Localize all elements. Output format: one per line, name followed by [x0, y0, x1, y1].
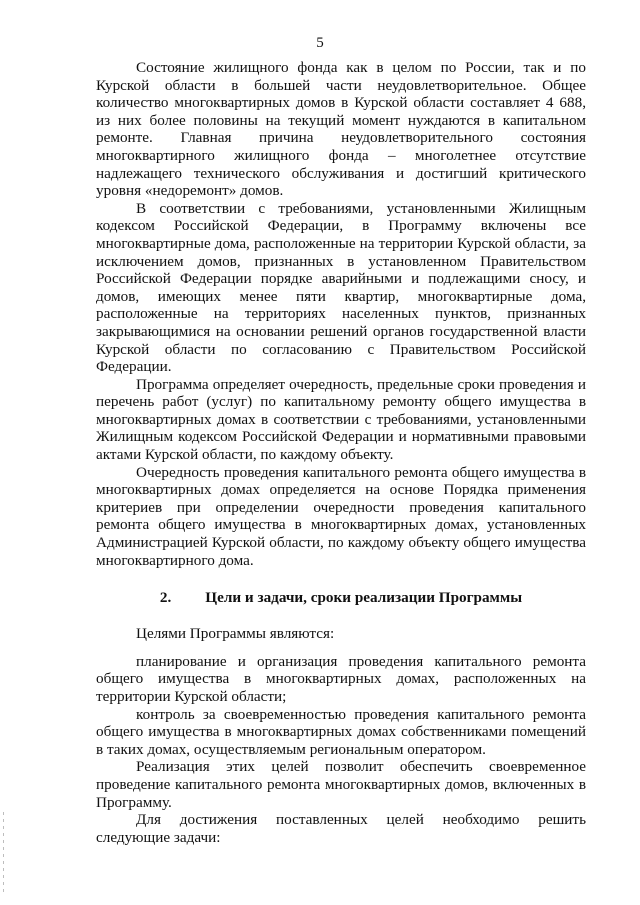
paragraph-goal-control: контроль за своевременностью проведения капитального ремонта общего имущества в многоквартирных домах собственниками помещений в таких домах, осуществляемым региональным оператором. [96, 705, 586, 758]
scan-edge-mark [3, 812, 4, 892]
paragraph-repair-order: Очередность проведения капитального ремонта общего имущества в многоквартирных домах определяется на основе Порядка применения критериев при определении очередности проведения капитального ремонта общего имущества в многоквартирных домах, установленных Администрацией Курской области, по каждому объекту общего имущества многоквартирного дома. [96, 463, 586, 569]
paragraph-program-scope: В соответствии с требованиями, установленными Жилищным кодексом Российской Федерации, в Программу включены все многоквартирные дома, расположенные на территории Курской области, за исключением домов, признанных в установленном Правительством Российской Федерации порядке аварийными и подлежащими сносу, и домов, имеющих менее пяти квартир, многоквартирные дома, расположенные на территориях населенных пунктов, признанных закрывающимися на основании решений органов государственной власти Курской области по согласованию с Правительством Российской Федерации. [96, 199, 586, 376]
paragraph-goal-planning: планирование и организация проведения капитального ремонта общего имущества в многоквартирных домах, расположенных на территории Курской области; [96, 652, 586, 705]
paragraph-program-determines: Программа определяет очередность, предельные сроки проведения и перечень работ (услуг) по капитальному ремонту общего имущества в многоквартирных домах в соответствии с требованиями, установленными Жилищным кодексом Российской Федерации и нормативными правовыми актами Курской области, по каждому объекту. [96, 375, 586, 464]
document-body [96, 59, 586, 846]
paragraph-goals-outcome: Реализация этих целей позволит обеспечить своевременное проведение капитального ремонта многоквартирных домов, включенных в Программу. [96, 758, 586, 811]
paragraph-tasks-intro: Для достижения поставленных целей необходимо решить следующие задачи: [96, 811, 586, 846]
section-heading [96, 589, 586, 607]
section-title: Цели и задачи, сроки реализации Программы [205, 589, 523, 607]
paragraph-housing-condition: Состояние жилищного фонда как в целом по России, так и по Курской области в большей части неудовлетворительное. Общее количество многоквартирных домов в Курской области составляет 4 688, из них более половины на текущий момент нуждаются в капитальном ремонте. Главная причина неудовлетворительного состояния многоквартирного жилищного фонда – многолетнее отсутствие надлежащего технического обслуживания и достигший критического уровня «недоремонт» домов. [96, 59, 586, 200]
page-number: 5 [316, 35, 324, 51]
section-number: 2. [159, 589, 172, 607]
paragraph-goals-intro: Целями Программы являются: [136, 625, 335, 643]
